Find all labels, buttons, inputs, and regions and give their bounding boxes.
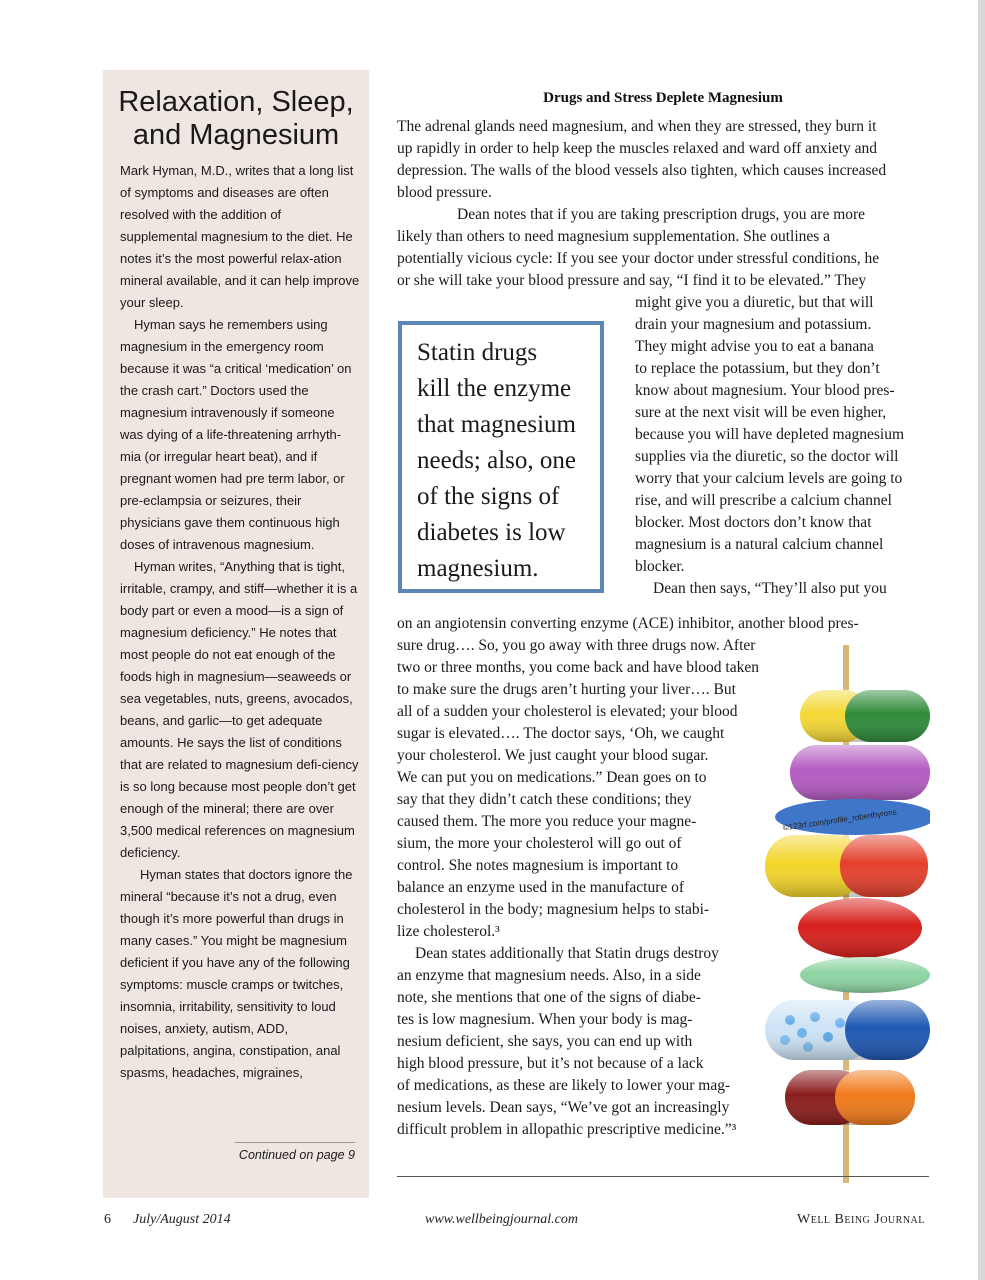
text-line: cholesterol in the body; magnesium helps to stabi- — [397, 901, 710, 918]
text-line: or she will take your blood pressure and say, “I find it to be elevated.” They — [397, 272, 867, 289]
capsule-maroon-orange — [785, 1070, 915, 1125]
article-paragraph-1 — [397, 116, 929, 292]
text-line: tes is low magnesium. When your body is mag- — [397, 1011, 693, 1028]
text-line: your cholesterol. We just caught your blood sugar. — [397, 747, 709, 764]
article-heading: Drugs and Stress Deplete Magnesium — [543, 90, 783, 106]
tablet-red — [798, 898, 922, 958]
pull-quote-line: that magnesium — [417, 411, 576, 438]
text-line: potentially vicious cycle: If you see your doctor under stressful conditions, he — [397, 250, 880, 267]
text-line: nesium levels. Dean says, “We’ve got an increasingly — [397, 1099, 730, 1116]
pull-quote-line: Statin drugs — [417, 339, 538, 366]
continued-note: Continued on page 9 — [238, 1148, 355, 1162]
text-line: nesium deficient, she says, you can end up with — [397, 1033, 693, 1050]
pull-quote-text — [417, 335, 602, 587]
image-credit: ©123rf.com/profile_roberthyrons — [782, 807, 898, 833]
journal-name: Well Being Journal — [797, 1212, 925, 1227]
text-line: all of a sudden your cholesterol is elevated; your blood — [397, 703, 738, 720]
article-narrow-column — [635, 292, 930, 600]
text-line: sure at the next visit will be even higher, — [635, 404, 887, 421]
text-line: sugar is elevated…. The doctor says, ‘Oh, we caught — [397, 725, 725, 742]
pill-skewer-image — [760, 645, 930, 1185]
text-line: drain your magnesium and potassium. — [635, 316, 872, 333]
text-line: because you will have depleted magnesium — [635, 426, 905, 443]
tablet-blue — [775, 799, 930, 835]
text-line: Dean then says, “They’ll also put you — [653, 580, 887, 597]
page-number: 6 — [104, 1212, 111, 1227]
issue-date: July/August 2014 — [133, 1212, 231, 1227]
pull-quote-line: magnesium. — [417, 555, 539, 582]
sidebar-paragraph: Hyman says he remembers using magnesium in the emergency room because it was “a critical ‘medication’ on the crash cart.” Doctors used the magnesium intravenously if someone was dying of a life-threatening arrhyth-mia (or irregular heart beat), and if pregnant women had pre term labor, or pre-eclampsia or seizures, their physicians gave them continuous high doses of intravenous magnesium. — [120, 317, 352, 552]
text-line: might give you a diuretic, but that will — [635, 294, 874, 311]
text-line: magnesium is a natural calcium channel — [635, 536, 884, 553]
sidebar-title-line-2: and Magnesium — [132, 119, 340, 151]
sidebar-paragraph: Mark Hyman, M.D., writes that a long list of symptoms and diseases are often resolved with the addition of supplemental magnesium to the diet. He notes it’s the most powerful relax-ation mineral available, and it can help improve your sleep. — [120, 163, 360, 310]
continued-divider — [235, 1142, 355, 1143]
text-line: blocker. — [635, 558, 685, 575]
pull-quote-line: needs; also, one — [417, 447, 576, 474]
text-line: lize cholesterol.³ — [397, 923, 500, 940]
text-line: balance an enzyme used in the manufacture of — [397, 879, 685, 896]
text-line: know about magnesium. Your blood pres- — [635, 382, 895, 399]
pull-quote-line: kill the enzyme — [417, 375, 572, 402]
text-line: difficult problem in allopathic prescriptive medicine.”³ — [397, 1121, 737, 1138]
text-line: to make sure the drugs aren’t hurting your liver…. But — [397, 681, 736, 698]
text-line: caused them. The more you reduce your magne- — [397, 813, 697, 830]
text-line: likely than others to need magnesium supplementation. She outlines a — [397, 228, 831, 245]
sidebar-body — [120, 160, 360, 1084]
text-line: sium, the more your cholesterol will go out of — [397, 835, 682, 852]
capsule-purple — [790, 745, 930, 800]
text-line: depression. The walls of the blood vessels also tighten, which causes increased — [397, 162, 887, 179]
text-line: on an angiotensin converting enzyme (ACE) inhibitor, another blood pres- — [397, 615, 859, 632]
text-line: Dean states additionally that Statin drugs destroy — [415, 945, 719, 962]
tablet-green — [800, 957, 930, 993]
sidebar-title-line-1: Relaxation, Sleep, — [118, 86, 354, 118]
bottom-divider — [397, 1176, 929, 1177]
text-line: up rapidly in order to help keep the muscles relaxed and ward off anxiety and — [397, 140, 878, 157]
pull-quote-line: diabetes is low — [417, 519, 566, 546]
text-line: to replace the potassium, but they don’t — [635, 360, 880, 377]
website: www.wellbeingjournal.com — [425, 1212, 578, 1227]
page-edge — [978, 0, 985, 1280]
text-line: blocker. Most doctors don’t know that — [635, 514, 872, 531]
text-line: supplies via the diuretic, so the doctor will — [635, 448, 899, 465]
text-line: of medications, as these are likely to lower your mag- — [397, 1077, 731, 1094]
pull-quote-line: of the signs of — [417, 483, 560, 510]
text-line: worry that your calcium levels are going to — [635, 470, 903, 487]
text-line: The adrenal glands need magnesium, and when they are stressed, they burn it — [397, 118, 877, 135]
text-line: note, she mentions that one of the signs of diabe- — [397, 989, 701, 1006]
capsule-clear-blue — [765, 1000, 930, 1060]
sidebar-box — [103, 70, 369, 1198]
text-line: high blood pressure, but it’s not because of a lack — [397, 1055, 704, 1072]
text-line: We can put you on medications.” Dean goes on to — [397, 769, 707, 786]
text-line: sure drug…. So, you go away with three drugs now. After — [397, 637, 756, 654]
text-line: rise, and will prescribe a calcium channel — [635, 492, 892, 509]
text-line: blood pressure. — [397, 184, 492, 201]
text-line: an enzyme that magnesium needs. Also, in a side — [397, 967, 701, 984]
capsule-yellow-red — [765, 835, 928, 897]
sidebar-paragraph: Hyman states that doctors ignore the mineral “because it’s not a drug, even though it’s more powerful than drugs in many cases.” You might be magnesium deficient if you have any of the following symptoms: muscle cramps or twitches, insomnia, irritability, sensitivity to loud noises, anxiety, autism, ADD, palpitations, angina, constipation, anal spasms, headaches, migraines, — [120, 867, 353, 1080]
sidebar-paragraph: Hyman writes, “Anything that is tight, irritable, crampy, and stiff—whether it is a body part or even a mood—is a sign of magnesium deficiency.” He notes that most people do not eat enough of the foods high in magnesium—seaweeds or sea vegetables, nuts, greens, avocados, beans, and garlic—to get adequate amounts. He says the list of conditions that are related to magnesium defi-ciency is so long because most people don’t get enough of the mineral; there are over 3,500 medical references on magnesium deficiency. — [120, 559, 359, 860]
text-line: say that they didn’t catch these conditions; they — [397, 791, 692, 808]
pull-quote — [398, 321, 604, 593]
text-line: control. She notes magnesium is important to — [397, 857, 679, 874]
text-line: They might advise you to eat a banana — [635, 338, 874, 355]
text-line: two or three months, you come back and have blood taken — [397, 659, 759, 676]
text-line: Dean notes that if you are taking prescription drugs, you are more — [457, 206, 866, 223]
capsule-yellow-green — [800, 690, 930, 742]
sidebar-title — [103, 86, 369, 152]
